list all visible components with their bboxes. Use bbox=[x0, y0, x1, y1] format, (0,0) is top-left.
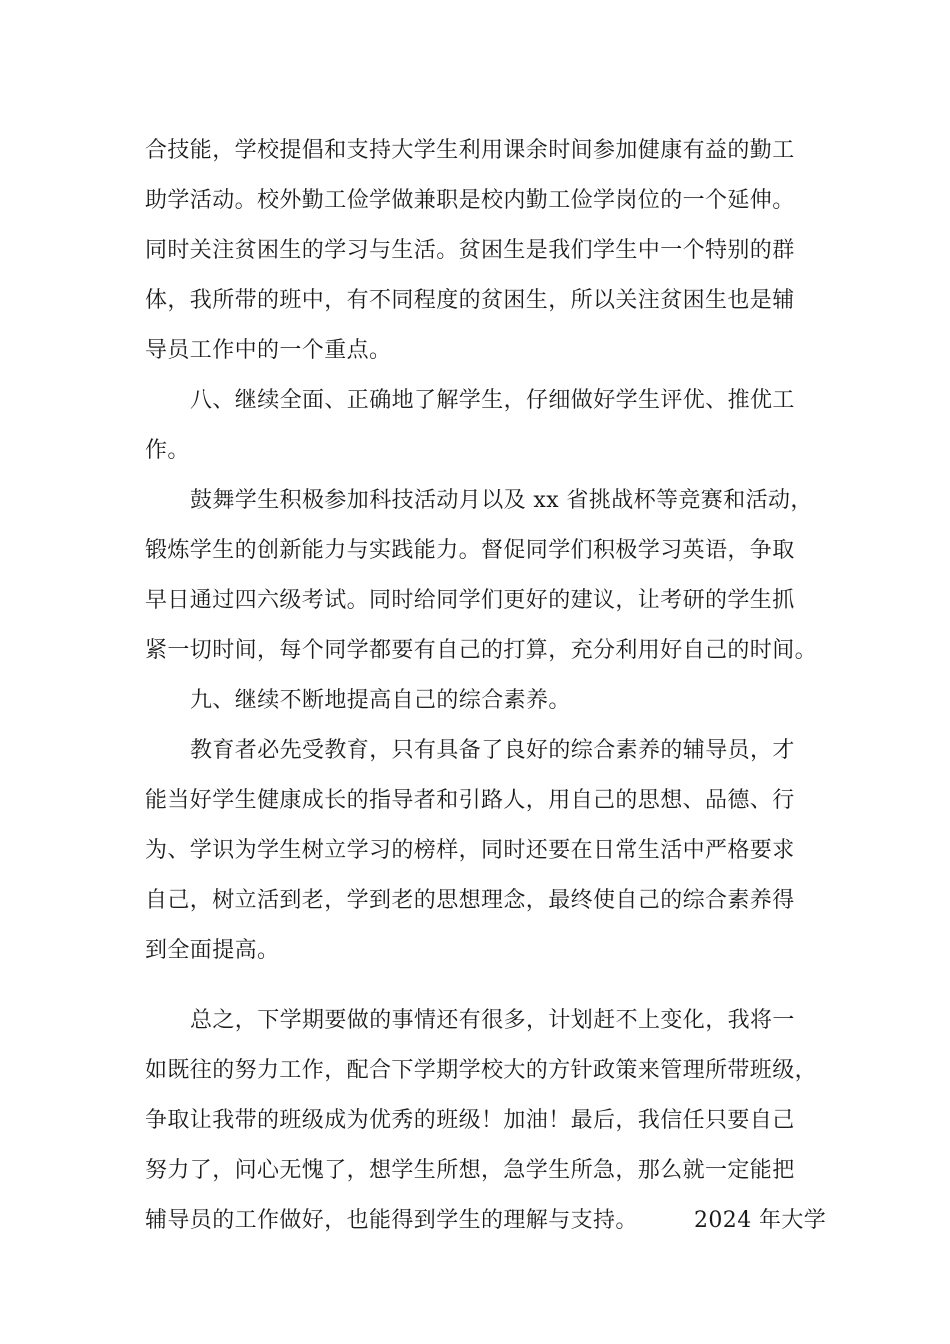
text-line: 到全面提高。 bbox=[145, 938, 280, 963]
paragraph-start: 鼓舞学生积极参加科技活动月以及 xx 省挑战杯等竞赛和活动， bbox=[190, 488, 813, 513]
text-line: 体，我所带的班中，有不同程度的贫困生，所以关注贫困生也是辅 bbox=[145, 288, 795, 313]
text-line: 助学活动。校外勤工俭学做兼职是校内勤工俭学岗位的一个延伸。 bbox=[145, 188, 795, 213]
text-line: 能当好学生健康成长的指导者和引路人，用自己的思想、品德、行 bbox=[145, 788, 795, 813]
text-line: 自己，树立活到老，学到老的思想理念，最终使自己的综合素养得 bbox=[145, 888, 795, 913]
paragraph-start: 教育者必先受教育，只有具备了良好的综合素养的辅导员，才 bbox=[190, 738, 795, 763]
text-line: 努力了，问心无愧了，想学生所想，急学生所急，那么就一定能把 bbox=[145, 1158, 795, 1183]
text-line: 导员工作中的一个重点。 bbox=[145, 338, 392, 363]
text-line: 为、学识为学生树立学习的榜样，同时还要在日常生活中严格要求 bbox=[145, 838, 795, 863]
text-line: 锻炼学生的创新能力与实践能力。督促同学们积极学习英语，争取 bbox=[145, 538, 795, 563]
paragraph-start: 总之，下学期要做的事情还有很多，计划赶不上变化，我将一 bbox=[190, 1008, 795, 1033]
text-line: 如既往的努力工作，配合下学期学校大的方针政策来管理所带班级， bbox=[145, 1058, 818, 1083]
section-heading: 九、继续不断地提高自己的综合素养。 bbox=[190, 688, 571, 713]
section-heading: 八、继续全面、正确地了解学生，仔细做好学生评优、推优工 bbox=[190, 388, 795, 413]
text-line: 争取让我带的班级成为优秀的班级！加油！最后，我信任只要自己 bbox=[145, 1108, 795, 1133]
text-line: 辅导员的工作做好，也能得到学生的理解与支持。 2024 年大学 bbox=[145, 1208, 827, 1233]
text-line: 早日通过四六级考试。同时给同学们更好的建议，让考研的学生抓 bbox=[145, 588, 795, 613]
text-line: 紧一切时间，每个同学都要有自己的打算，充分利用好自己的时间。 bbox=[145, 638, 818, 663]
text-line: 同时关注贫困生的学习与生活。贫困生是我们学生中一个特别的群 bbox=[145, 238, 795, 263]
text-line: 作。 bbox=[145, 438, 190, 463]
text-line: 合技能，学校提倡和支持大学生利用课余时间参加健康有益的勤工 bbox=[145, 138, 795, 163]
